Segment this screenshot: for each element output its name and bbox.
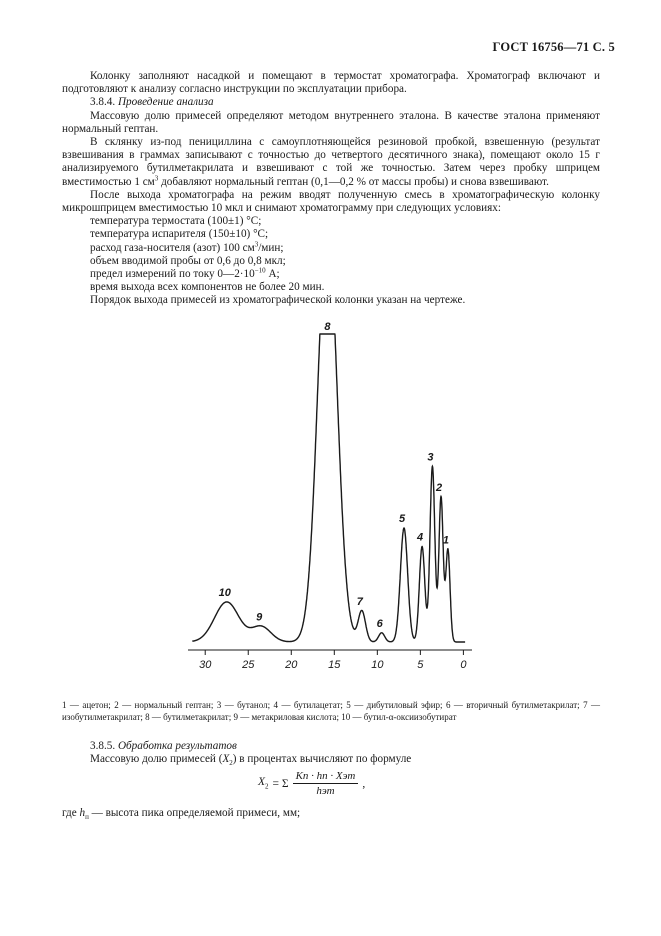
condition-item: температура термостата (100±1) °С; [90,215,262,228]
variable: h [79,807,86,819]
paragraph: Порядок выхода примесей из хроматографической колонки указан на чертеже. [90,294,466,307]
superscript: 3 [154,173,159,182]
text-span: расход газа-носителя (азот) 100 см [90,241,255,254]
peak-label-1: 1 [442,534,449,547]
peak-label-2: 2 [435,482,443,495]
chromatogram-svg [180,318,480,686]
subscript: 2 [265,782,269,791]
where-line [62,807,300,821]
formula-denominator: hэт [316,785,335,797]
section-title: Обработка результатов [117,740,237,752]
chromatogram-trace [192,334,465,642]
condition-item: объем вводимой пробы от 0,6 до 0,8 мкл; [90,254,286,267]
condition-item [62,239,600,255]
x-tick-label: 10 [371,659,384,671]
formula-fraction [293,770,359,797]
x-tick-label: 25 [242,659,255,671]
condition-item: температура испарителя (150±10) °С; [90,228,269,241]
section-number: 3.8.5. [90,740,116,752]
paragraph: Колонку заполняют насадкой и помещают в термостат хроматографа. Хроматограф включают и подготовляют к анализу согласно инструкции по эксплуатации прибора. [62,70,600,96]
text-span: /мин; [258,241,284,254]
formula-lhs [258,776,269,790]
peak-label-4: 4 [417,531,424,544]
formula-operator: = Σ [272,777,289,790]
subscript: 2 [229,759,233,768]
peak-label-9: 9 [256,611,263,624]
subscript: п [85,813,89,822]
peak-label-7: 7 [356,596,363,609]
section-title: Проведение анализа [117,96,214,109]
peak-label-10: 10 [218,586,231,599]
page-header: ГОСТ 16756—71 С. 5 [492,40,615,54]
section-385 [62,740,600,771]
paragraph: Массовую долю примесей определяют методом внутреннего эталона. В качестве эталона применяют нормальный гептан. [62,109,600,135]
variable: X [258,776,266,789]
section-heading [62,740,600,753]
x-tick-label: 5 [417,659,424,671]
paragraph [62,136,600,189]
text-span: — высота пика определяемой примеси, мм; [88,807,301,819]
text-span: А; [265,268,280,281]
paragraph: После выхода хроматографа на режим вводят полученную смесь в хроматографическую колонку микрошприцем вместимостью 10 мкл и снимают хроматограмму при следующих условиях: [62,188,600,215]
body-text [62,70,600,308]
text-span: Массовую долю примесей ( [90,753,223,766]
text-span: предел измерений по току 0—2·10 [90,268,255,281]
peak-label-6: 6 [376,617,383,630]
figure-caption: 1 — ацетон; 2 — нормальный гептан; 3 — бутанол; 4 — бутилацетат; 5 — дибутиловый эфир; 6 — вторичный бутилметакрилат; 7 — изобутилметакрилат; 8 — бутилметакрилат; 9 — метакриловая кислота; 10 — бутил-α-оксиизобутират [62,700,600,722]
formula-tail: , [362,777,366,790]
x-tick-label: 20 [285,659,298,671]
superscript: 3 [254,239,259,248]
peak-label-8: 8 [324,321,331,333]
x-tick-label: 0 [460,659,467,671]
section-heading [62,96,600,109]
paragraph [62,753,600,770]
section-number: 3.8.4. [90,96,116,109]
superscript: −10 [254,266,266,275]
peak-label-3: 3 [427,451,434,464]
x-tick-label: 30 [199,659,212,671]
text-span: ) в процентах вычисляют по формуле [232,753,412,766]
formula-numerator: Kп · hп · Xэт [293,770,359,784]
peak-label-5: 5 [398,513,406,526]
chromatogram [180,318,480,686]
condition-item [62,268,600,281]
condition-item: время выхода всех компонентов не более 20 мин. [90,281,325,294]
variable: X [222,753,230,766]
text-span: В склянку из-под пенициллина с самоуплотняющейся резиновой пробкой, взвешенную (результат взвешивания в граммах записывают с точностью до четвертого десятичного знака), помещают около 15 г анализируемого бутилметакрилата и взвешивают с той же точностью. Затем через пробку шприцем вместимостью 1 см [62,136,600,188]
text-span: добавляют нормальный гептан (0,1—0,2 % от массы пробы) и снова взвешивают. [158,175,549,188]
x-tick-label: 15 [328,659,341,671]
text-span: где [62,807,80,819]
formula [258,770,365,797]
